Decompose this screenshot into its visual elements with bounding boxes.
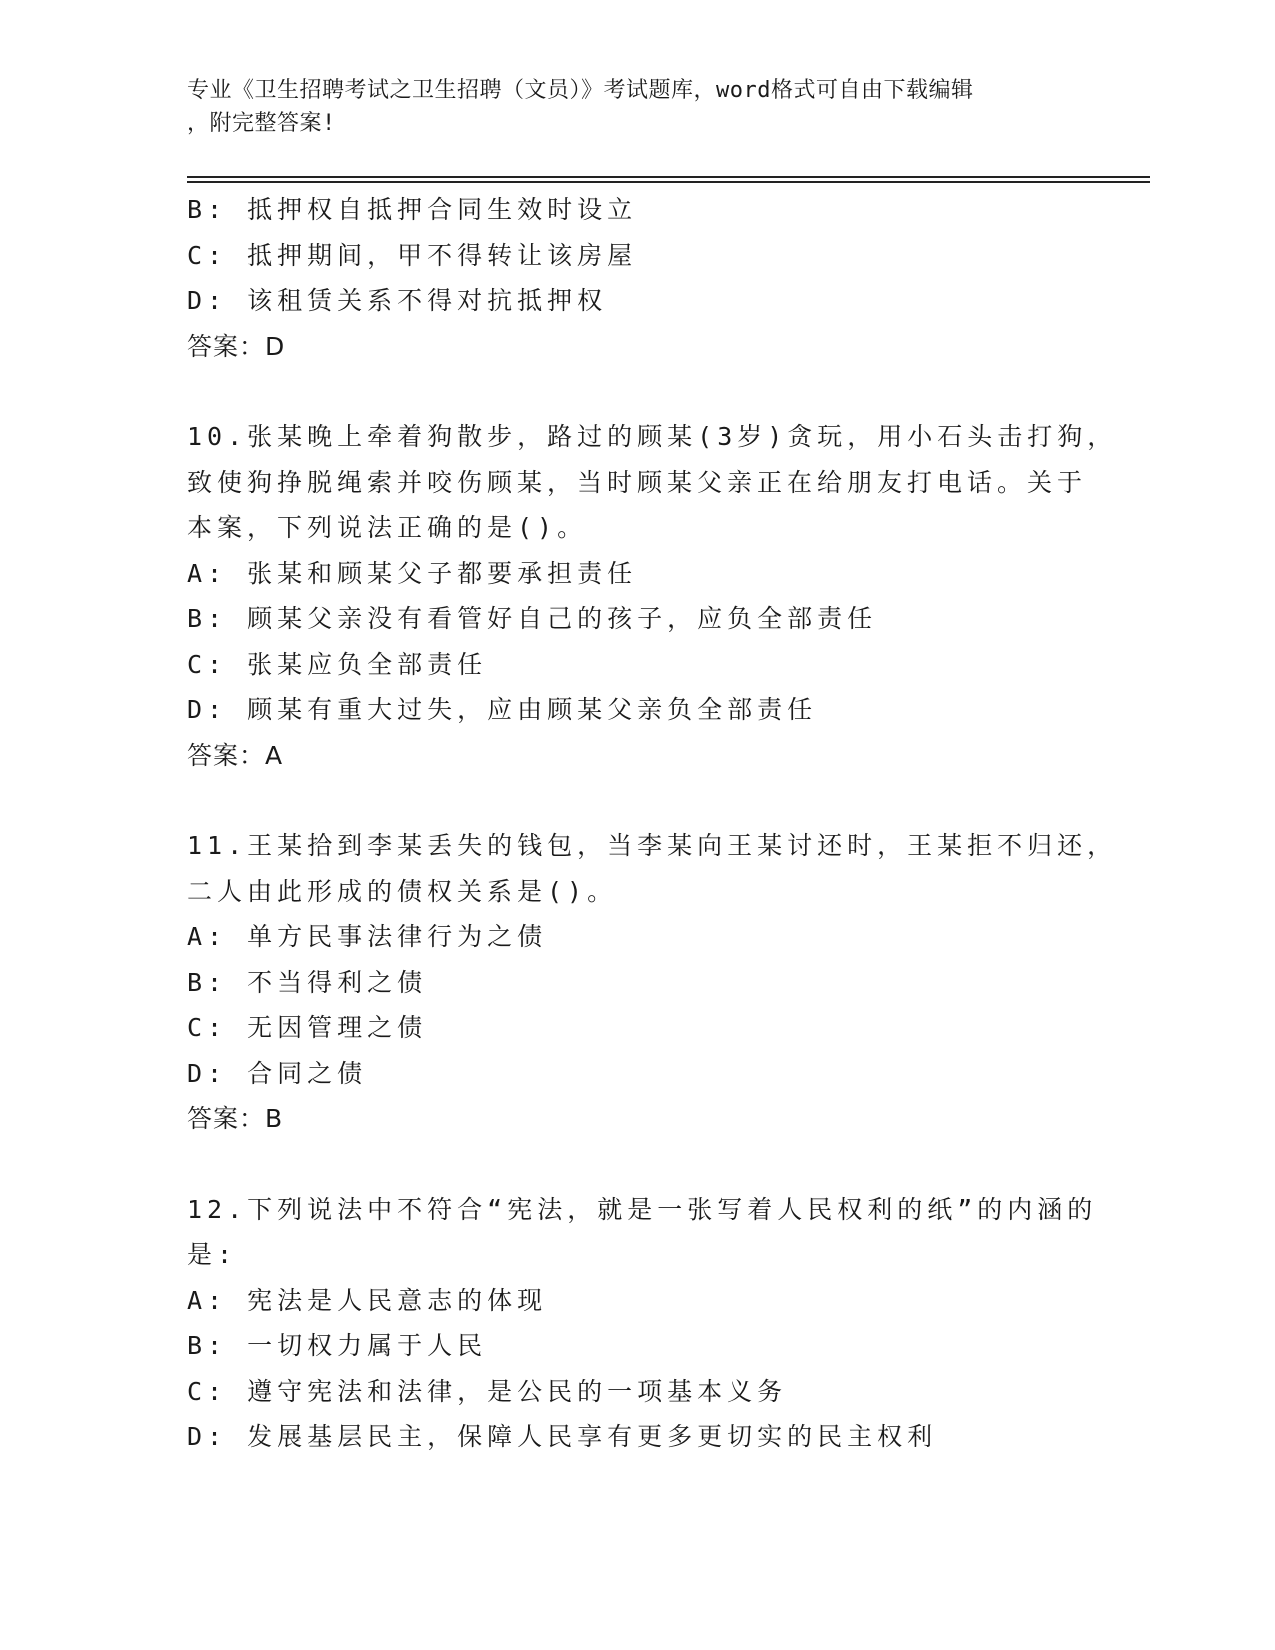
header-line-2: ，附完整答案! <box>187 111 336 136</box>
option-d: D: 顾某有重大过失，应由顾某父亲负全部责任 <box>187 695 818 724</box>
stem-line: 二人由此形成的债权关系是()。 <box>187 876 618 906</box>
option-a: A: 单方民事法律行为之债 <box>187 922 548 951</box>
answer-line: 答案：B <box>187 1104 284 1133</box>
question-stem <box>187 414 1118 551</box>
stem-line: 是: <box>187 1240 238 1269</box>
question-11 <box>187 823 1118 1142</box>
header-rule-top <box>187 176 1150 178</box>
option-b: B: 抵押权自抵押合同生效时设立 <box>187 195 638 224</box>
stem-line: 10.张某晚上牵着狗散步，路过的顾某(3岁)贪玩，用小石头击打狗， <box>187 422 1118 451</box>
stem-line: 11.王某拾到李某丢失的钱包，当李某向王某讨还时，王某拒不归还， <box>187 831 1118 860</box>
answer-line: 答案：A <box>187 740 284 770</box>
option-a: A: 张某和顾某父子都要承担责任 <box>187 558 638 588</box>
option-c: C: 抵押期间，甲不得转让该房屋 <box>187 240 638 270</box>
option-c: C: 无因管理之债 <box>187 1013 428 1042</box>
answer-line: 答案：D <box>187 331 286 361</box>
question-12 <box>187 1187 1098 1460</box>
header-rule-bottom <box>187 181 1150 183</box>
stem-line: 本案，下列说法正确的是()。 <box>187 513 588 542</box>
question-9-partial <box>187 187 1087 369</box>
option-d: D: 该租赁关系不得对抗抵押权 <box>187 286 608 315</box>
question-stem <box>187 823 1118 914</box>
stem-line: 12.下列说法中不符合“宪法，就是一张写着人民权利的纸”的内涵的 <box>187 1194 1098 1224</box>
question-list <box>187 187 1118 1460</box>
option-a: A: 宪法是人民意志的体现 <box>187 1285 548 1315</box>
option-b: B: 一切权力属于人民 <box>187 1331 488 1360</box>
option-c: C: 张某应负全部责任 <box>187 649 488 679</box>
option-b: B: 不当得利之债 <box>187 967 428 997</box>
document-header <box>187 74 1067 140</box>
option-d: D: 发展基层民主，保障人民享有更多更切实的民主权利 <box>187 1422 938 1451</box>
question-10 <box>187 414 1118 778</box>
option-c: C: 遵守宪法和法律，是公民的一项基本义务 <box>187 1376 788 1406</box>
option-d: D: 合同之债 <box>187 1058 368 1088</box>
option-b: B: 顾某父亲没有看管好自己的孩子，应负全部责任 <box>187 604 878 633</box>
header-line-1: 专业《卫生招聘考试之卫生招聘（文员）》考试题库，word格式可自由下载编辑 <box>187 78 974 103</box>
question-stem <box>187 1187 1098 1278</box>
stem-line: 致使狗挣脱绳索并咬伤顾某，当时顾某父亲正在给朋友打电话。关于 <box>187 467 1088 497</box>
